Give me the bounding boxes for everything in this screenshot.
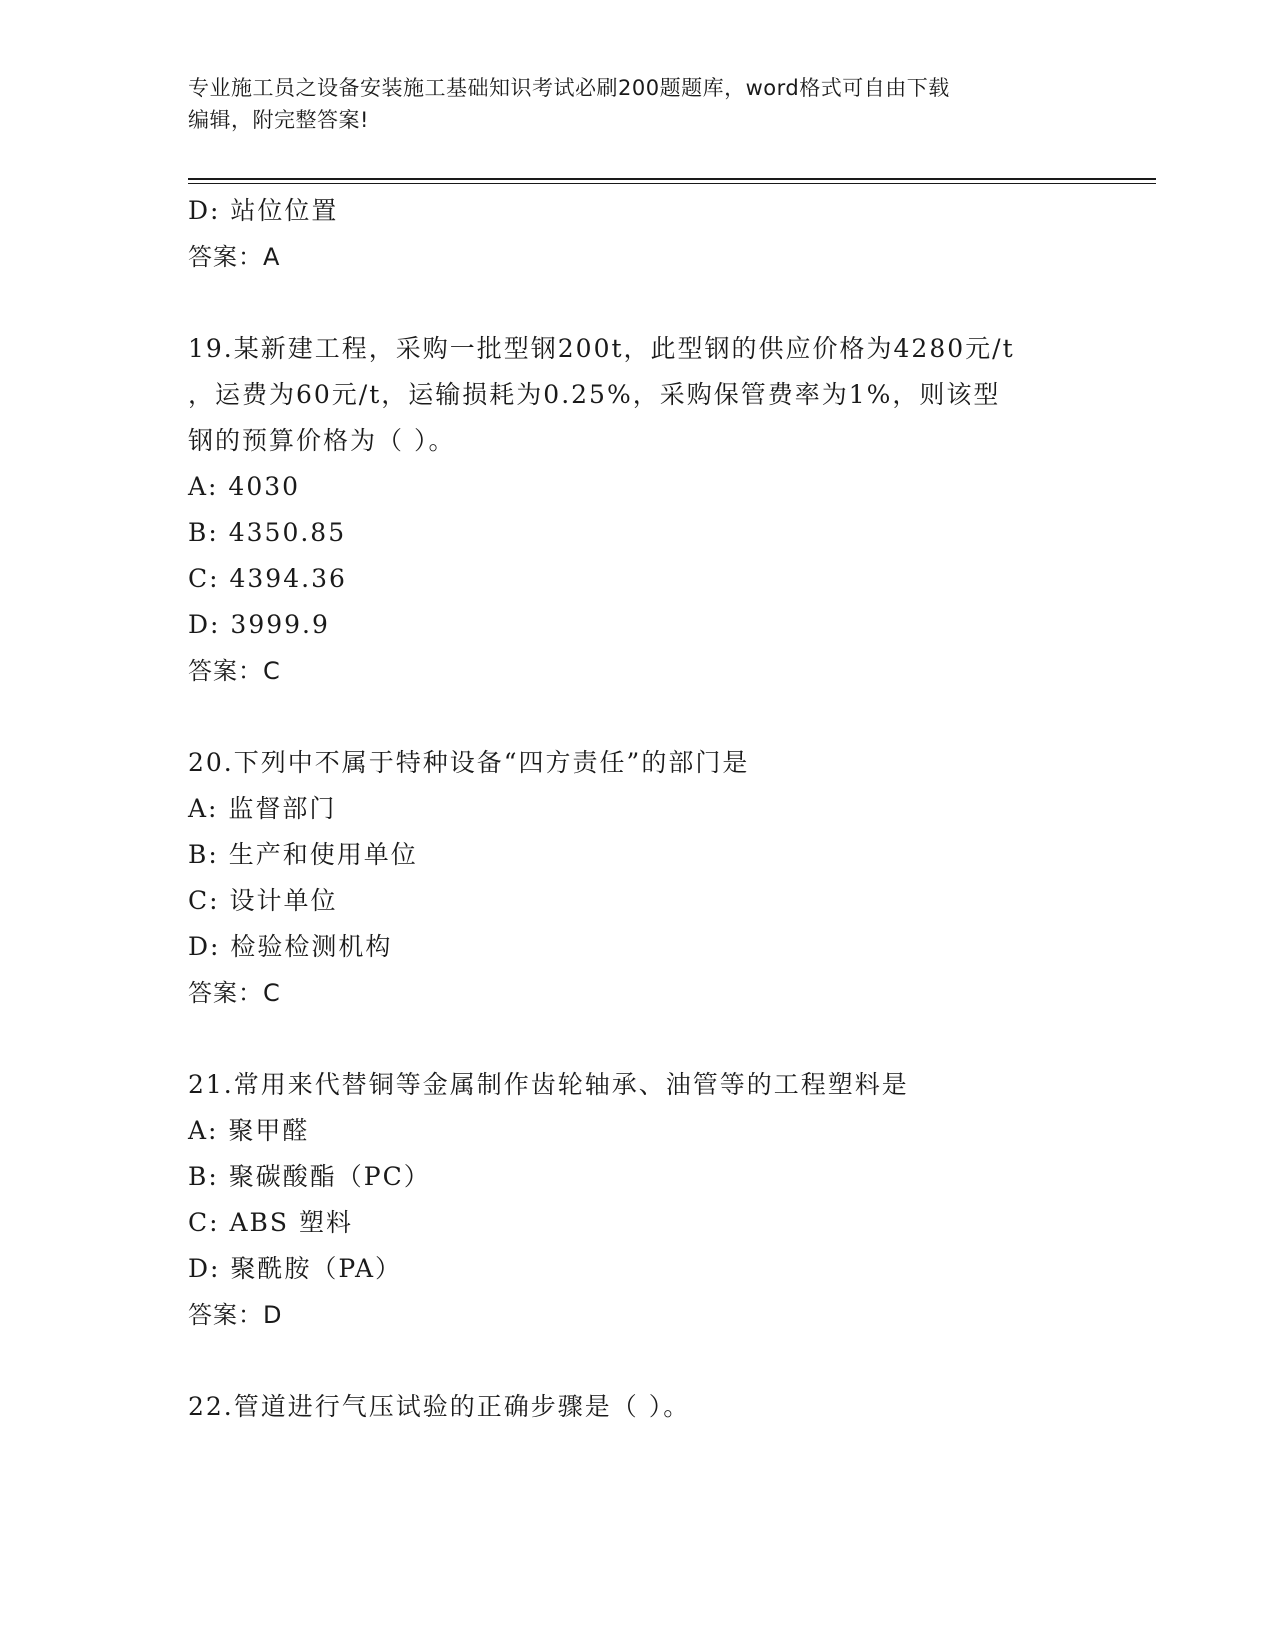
document-header	[188, 72, 1068, 136]
header-divider-thin	[188, 183, 1156, 184]
question-21-option-c: C: ABS 塑料	[188, 1208, 353, 1237]
question-20	[188, 740, 1068, 1016]
question-19-option-a: A: 4030	[188, 472, 301, 501]
document-body	[188, 188, 1068, 1430]
question-19-option-b: B: 4350.85	[188, 518, 347, 547]
question-19	[188, 326, 1068, 694]
spacer	[188, 1338, 1068, 1384]
question-21	[188, 1062, 1068, 1338]
question-20-answer: 答案：C	[188, 979, 281, 1007]
spacer	[188, 694, 1068, 740]
question-19-option-d: D: 3999.9	[188, 610, 330, 639]
question-19-text-line-3: 钢的预算价格为（ ）。	[188, 426, 456, 455]
question-19-answer: 答案：C	[188, 657, 281, 685]
question-20-option-d: D: 检验检测机构	[188, 932, 393, 961]
question-20-text: 20.下列中不属于特种设备“四方责任”的部门是	[188, 748, 750, 777]
question-19-text-line-2: ，运费为60元/t，运输损耗为0.25%，采购保管费率为1%，则该型	[188, 380, 1001, 409]
question-19-option-c: C: 4394.36	[188, 564, 347, 593]
question-22	[188, 1384, 1068, 1430]
question-19-text-line-1: 19.某新建工程，采购一批型钢200t，此型钢的供应价格为4280元/t	[188, 334, 1015, 363]
question-21-text: 21.常用来代替铜等金属制作齿轮轴承、油管等的工程塑料是	[188, 1070, 909, 1099]
header-line-2: 编辑，附完整答案!	[188, 108, 369, 132]
question-20-option-c: C: 设计单位	[188, 886, 338, 915]
question-21-option-b: B: 聚碳酸酯（PC）	[188, 1162, 431, 1191]
header-line-1: 专业施工员之设备安装施工基础知识考试必刷200题题库，word格式可自由下载	[188, 76, 950, 100]
question-22-text: 22.管道进行气压试验的正确步骤是（ ）。	[188, 1392, 691, 1421]
question-20-option-a: A: 监督部门	[188, 794, 337, 823]
spacer	[188, 280, 1068, 326]
question-21-option-d: D: 聚酰胺（PA）	[188, 1254, 402, 1283]
question-21-option-a: A: 聚甲醛	[188, 1116, 310, 1145]
prev-answer: 答案：A	[188, 243, 281, 271]
question-20-option-b: B: 生产和使用单位	[188, 840, 418, 869]
header-divider-thick	[188, 178, 1156, 180]
question-21-answer: 答案：D	[188, 1301, 283, 1329]
spacer	[188, 1016, 1068, 1062]
prev-option-d: D: 站位位置	[188, 196, 339, 225]
